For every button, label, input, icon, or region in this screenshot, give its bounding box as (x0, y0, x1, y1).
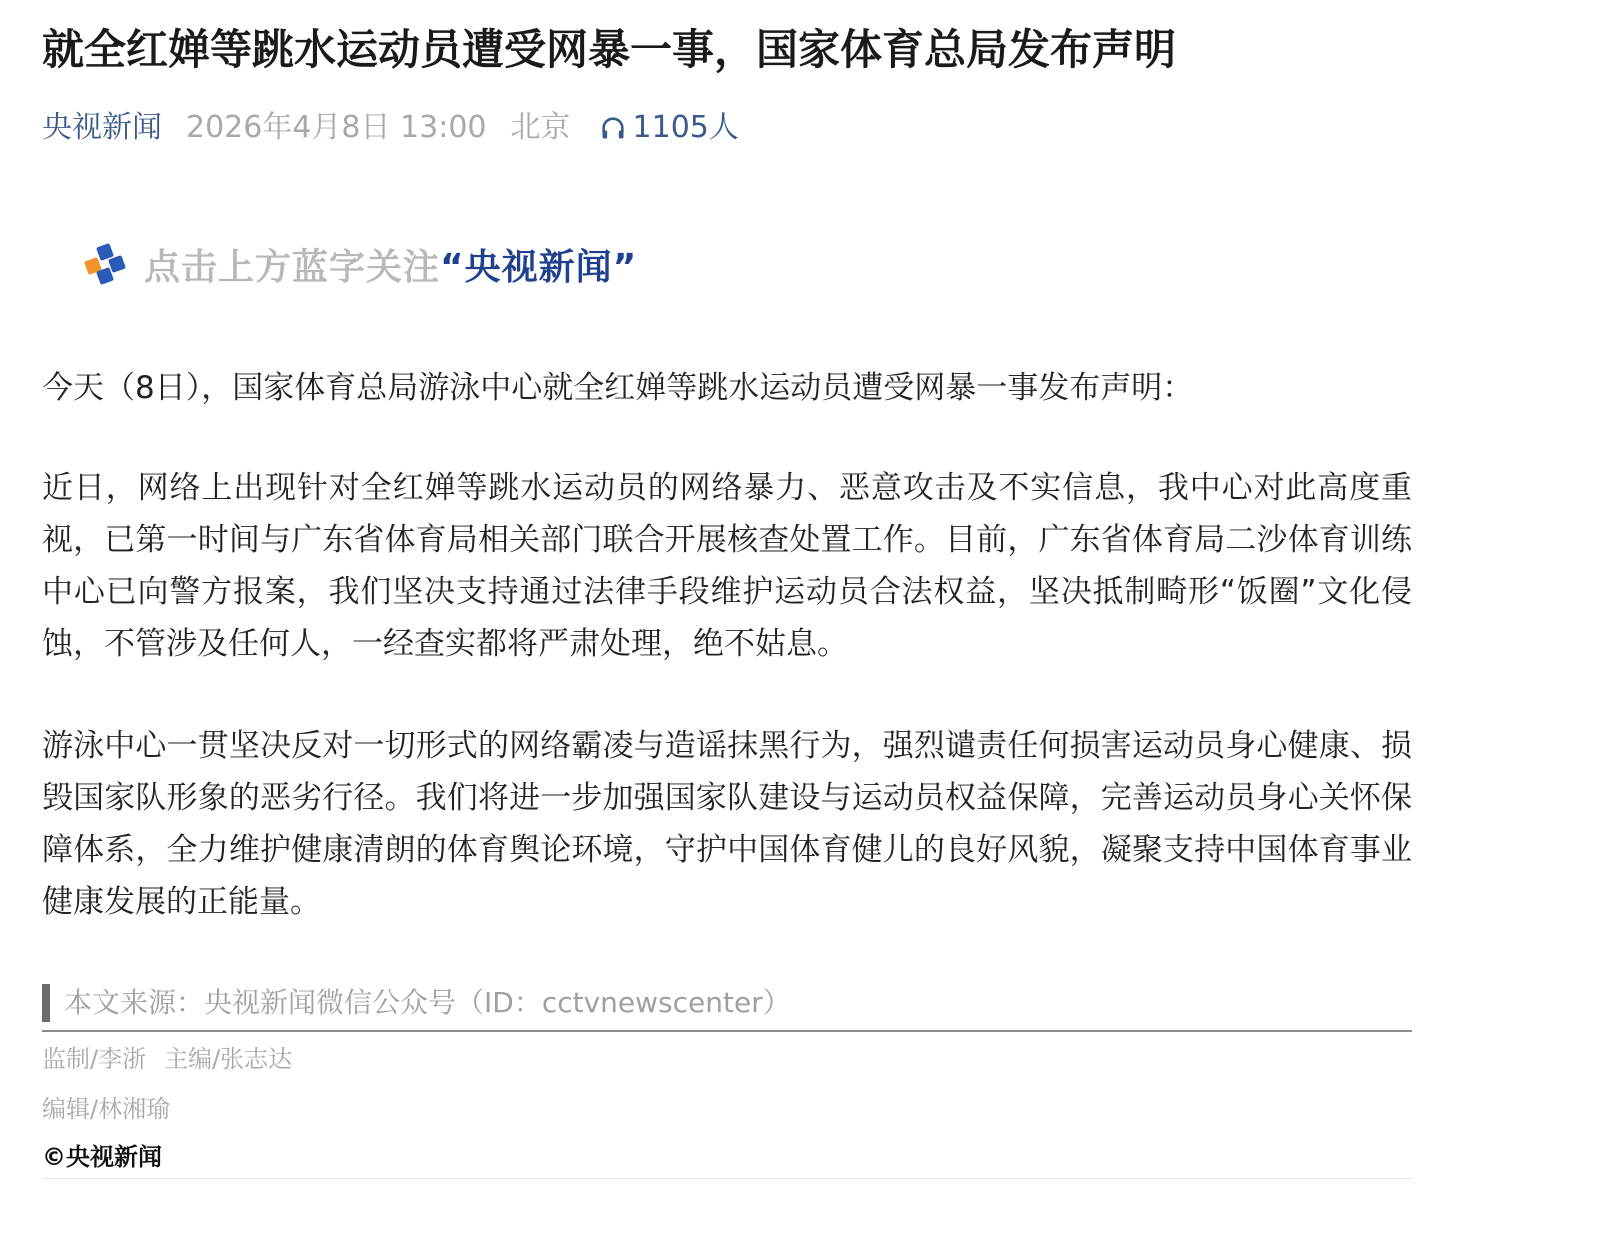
follow-prompt: 点击上方蓝字关注 (144, 246, 441, 288)
follow-brand: “央视新闻” (440, 246, 638, 288)
credit-supervisor: 监制/李浙 (42, 1045, 147, 1073)
source-note (42, 982, 1412, 1032)
credits-line-2 (42, 1092, 188, 1126)
copyright: ©央视新闻 (42, 1143, 162, 1171)
listen-button[interactable] (599, 108, 739, 148)
paragraph-statement-1: 近日，网络上出现针对全红婵等跳水运动员的网络暴力、恶意攻击及不实信息，我中心对此高度重视，已第一时间与广东省体育局相关部门联合开展核查处置工作。目前，广东省体育局二沙体育训练中心已向警方报案，我们坚决支持通过法律手段维护运动员合法权益，坚决抵制畸形“饭圈”文化侵蚀，不管涉及任何人，一经查实都将严肃处理，绝不姑息。 (42, 470, 1412, 662)
credit-editor: 编辑/林湘瑜 (42, 1095, 171, 1123)
paragraph-statement-2: 游泳中心一贯坚决反对一切形式的网络霸凌与造谣抹黑行为，强烈谴责任何损害运动员身心健康、损毁国家队形象的恶劣行径。我们将进一步加强国家队建设与运动员权益保障，完善运动员身心关怀保障体系，全力维护健康清朗的体育舆论环境，守护中国体育健儿的良好风貌，凝聚支持中国体育事业健康发展的正能量。 (42, 728, 1412, 920)
follow-banner[interactable] (80, 234, 637, 294)
headphones-icon (599, 114, 627, 142)
listener-count: 1105人 (632, 110, 739, 145)
cctv-news-logo (80, 237, 134, 291)
source-link[interactable]: 央视新闻 (42, 110, 162, 145)
paragraph-intro: 今天（8日），国家体育总局游泳中心就全红婵等跳水运动员遭受网暴一事发布声明： (42, 370, 1194, 406)
source-note-text: 本文来源：央视新闻微信公众号（ID：cctvnewscenter） (64, 986, 791, 1019)
divider (42, 1178, 1412, 1179)
publish-date: 2026年4月8日 13:00 (186, 110, 487, 145)
quote-bar (42, 984, 50, 1022)
article-meta (42, 108, 739, 148)
article-title: 就全红婵等跳水运动员遭受网暴一事，国家体育总局发布声明 (42, 25, 1177, 74)
credit-chief-editor: 主编/张志达 (164, 1045, 293, 1073)
publish-location: 北京 (510, 110, 571, 145)
credits-line-1 (42, 1042, 310, 1076)
